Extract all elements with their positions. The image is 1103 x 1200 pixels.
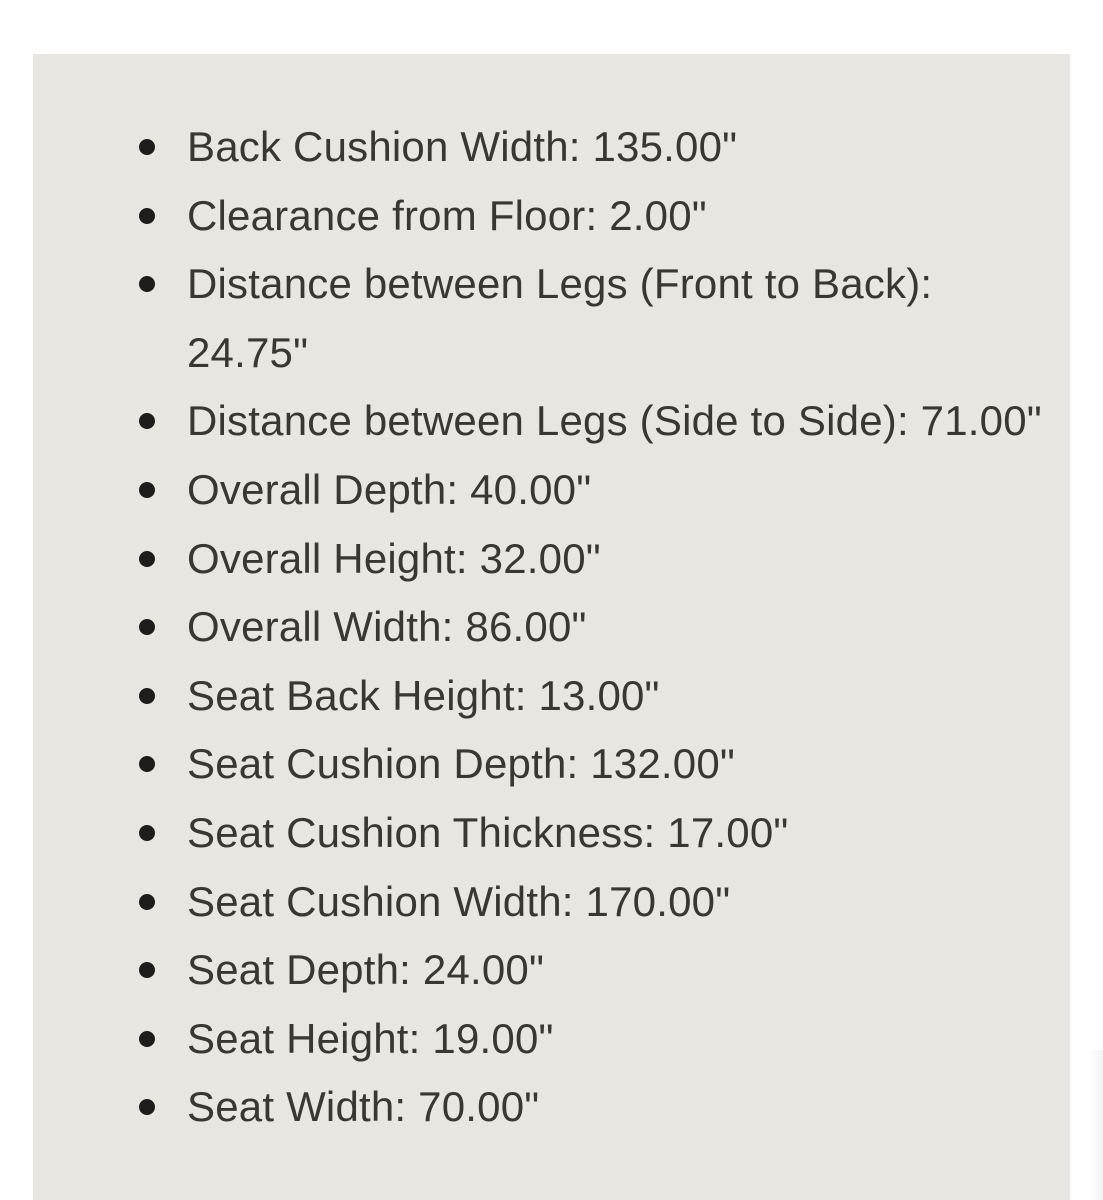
spec-text: Clearance from Floor: 2.00" xyxy=(187,191,707,239)
spec-item-overall-depth xyxy=(33,456,1047,525)
spec-text: Seat Back Height: 13.00" xyxy=(187,671,660,719)
spec-text: Seat Depth: 24.00" xyxy=(187,946,545,994)
bullet-icon xyxy=(139,1099,155,1115)
bullet-icon xyxy=(139,551,155,567)
spec-item-seat-depth xyxy=(33,936,1047,1005)
spec-item-legs-side-to-side xyxy=(33,387,1047,456)
spec-item-seat-cushion-width xyxy=(33,868,1047,937)
bullet-icon xyxy=(139,962,155,978)
spec-text: Seat Cushion Thickness: 17.00" xyxy=(187,808,789,856)
bullet-icon xyxy=(139,208,155,224)
spec-item-overall-width xyxy=(33,593,1047,662)
spec-text: Distance between Legs (Side to Side): 71.00" xyxy=(187,397,1042,445)
spec-text: Seat Cushion Width: 170.00" xyxy=(187,877,731,925)
spec-item-legs-front-to-back xyxy=(33,250,1047,387)
bullet-icon xyxy=(139,756,155,772)
spec-item-overall-height xyxy=(33,525,1047,594)
spec-item-seat-back-height xyxy=(33,662,1047,731)
spec-text: Seat Height: 19.00" xyxy=(187,1014,554,1062)
spec-item-seat-cushion-depth xyxy=(33,730,1047,799)
spec-item-back-cushion-width xyxy=(33,113,1047,182)
spec-text: Overall Width: 86.00" xyxy=(187,603,587,651)
spec-text: Seat Cushion Depth: 132.00" xyxy=(187,740,736,788)
bullet-icon xyxy=(139,276,155,292)
bullet-icon xyxy=(139,413,155,429)
scroll-edge-shadow xyxy=(1089,1050,1103,1200)
spec-text: Distance between Legs (Front to Back): 24.75" xyxy=(187,260,933,376)
bullet-icon xyxy=(139,688,155,704)
spec-text: Overall Height: 32.00" xyxy=(187,534,601,582)
spec-text: Back Cushion Width: 135.00" xyxy=(187,123,738,170)
spec-text: Overall Depth: 40.00" xyxy=(187,465,592,513)
spec-item-seat-height xyxy=(33,1005,1047,1074)
spec-text: Seat Width: 70.00" xyxy=(187,1083,540,1131)
bullet-icon xyxy=(139,825,155,841)
bullet-icon xyxy=(139,1031,155,1047)
bullet-icon xyxy=(139,482,155,498)
bullet-icon xyxy=(139,619,155,635)
spec-item-seat-width xyxy=(33,1073,1047,1142)
spec-item-clearance-from-floor xyxy=(33,182,1047,251)
spec-item-seat-cushion-thickness xyxy=(33,799,1047,868)
bullet-icon xyxy=(139,139,155,155)
specifications-panel xyxy=(33,54,1070,1200)
bullet-icon xyxy=(139,894,155,910)
specifications-list xyxy=(33,113,1047,1142)
